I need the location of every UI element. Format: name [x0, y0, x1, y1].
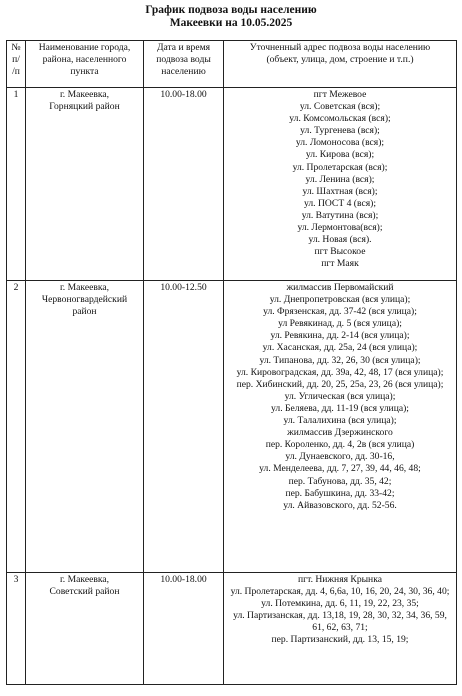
row-time: 10.00-18.00 — [144, 573, 224, 685]
address-line: ул. Кировоградская, дд. 39а, 42, 48, 17 (вся улица); — [236, 366, 444, 378]
address-line: пер. Табунова, дд. 35, 42; — [288, 475, 392, 487]
address-line: ул. Фрязенская, дд. 37-42 (вся улица); — [263, 306, 417, 318]
address-line: ул. Талалихина (вся улица); — [283, 415, 397, 427]
table-header-row — [7, 41, 457, 88]
address-line: ул. Новая (вся). — [308, 234, 372, 246]
address-line: ул. Ватутина (вся); — [301, 209, 379, 221]
address-line: пер. Хибинский, дд. 20, 25, 25а, 23, 26 (вся улица); — [236, 378, 444, 390]
address-line: ул. Тургенева (вся); — [300, 125, 380, 137]
address-line: ул. Пролетарская (вся); — [292, 161, 388, 173]
address-line: ул. Кирова (вся); — [305, 149, 375, 161]
table-row — [7, 281, 457, 573]
header-district: Наименование города, района, населенного пункта — [26, 41, 144, 88]
address-line: пгт Высокое — [314, 246, 366, 258]
row-addresses — [224, 573, 457, 685]
address-line: ул. Ленина (вся); — [305, 173, 375, 185]
address-line: ул. Партизанская, дд. 13,18, 19, 28, 30, 32, 34, 36, 59, 61, 62, 63, 71; — [233, 610, 447, 634]
row-addresses — [224, 88, 457, 281]
address-line: пгт. Нижняя Крынка — [298, 574, 382, 585]
address-line: ул. Айвазовского, дд. 52-56. — [283, 499, 397, 511]
row-district: г. Макеевка, Горняцкий район — [26, 88, 144, 281]
address-line: ул. ПОСТ 4 (вся); — [304, 197, 376, 209]
table-row — [7, 88, 457, 281]
table-row — [7, 573, 457, 685]
header-number: № п/ /п — [7, 41, 26, 88]
address-line: пер. Короленко, дд. 4, 2в (вся улица) — [265, 439, 415, 451]
row-time: 10.00-18.00 — [144, 88, 224, 281]
address-line: ул. Дунаевского, дд. 30-16, — [285, 451, 395, 463]
address-line: пгт Маяк — [321, 258, 359, 270]
row-district: г. Макеевка, Червоногвардейский район — [26, 281, 144, 573]
address-line: ул. Типанова, дд. 32, 26, 30 (вся улица); — [259, 354, 421, 366]
row-number: 3 — [7, 573, 26, 685]
address-line: ул. Хасанская, дд. 25а, 24 (вся улица); — [262, 342, 418, 354]
address-line: ул. Советская (вся); — [299, 101, 381, 113]
address-line: ул Ревякинад, д. 5 (вся улица); — [278, 318, 402, 330]
address-line: ул. Пролетарская, дд. 4, 6,6а, 10, 16, 20, 24, 30, 36, 40; — [230, 586, 450, 598]
address-line: пгт Межевое — [313, 89, 367, 100]
row-district: г. Макеевка, Советский район — [26, 573, 144, 685]
header-address: Уточненный адрес подвоза воды населению (объект, улица, дом, строение и т.п.) — [224, 41, 457, 88]
address-line: ул. Шахтная (вся); — [302, 185, 378, 197]
row-number: 2 — [7, 281, 26, 573]
document-subtitle: Макеевки на 10.05.2025 — [169, 17, 293, 29]
address-line: ул. Днепропетровская (вся улица); — [269, 294, 411, 306]
document-title: График подвоза воды населению — [145, 4, 317, 16]
address-line: ул. Лермонтова(вся); — [297, 222, 383, 234]
address-line: ул. Ломоносова (вся); — [295, 137, 385, 149]
header-time: Дата и время подвоза воды населению — [144, 41, 224, 88]
row-addresses — [224, 281, 457, 573]
address-line: жилмассив Первомайский — [286, 282, 394, 293]
water-schedule-table — [6, 40, 457, 685]
address-line: пер. Партизанский, дд. 13, 15, 19; — [271, 634, 409, 646]
address-line: пер. Бабушкина, дд. 33-42; — [285, 487, 395, 499]
address-line: жилмассив Дзержинского — [287, 427, 393, 439]
row-time: 10.00-12.50 — [144, 281, 224, 573]
address-line: ул. Менделеева, дд. 7, 27, 39, 44, 46, 48; — [259, 463, 421, 475]
address-line: ул. Потемкина, дд. 6, 11, 19, 22, 23, 35; — [261, 598, 419, 610]
address-line: ул. Беляева, дд. 11-19 (вся улица); — [271, 402, 409, 414]
address-line: ул. Комсомольская (вся); — [289, 113, 391, 125]
address-line: ул. Ревякина, дд. 2-14 (вся улица); — [270, 330, 410, 342]
row-number: 1 — [7, 88, 26, 281]
address-line: ул. Углическая (вся улица); — [284, 390, 396, 402]
